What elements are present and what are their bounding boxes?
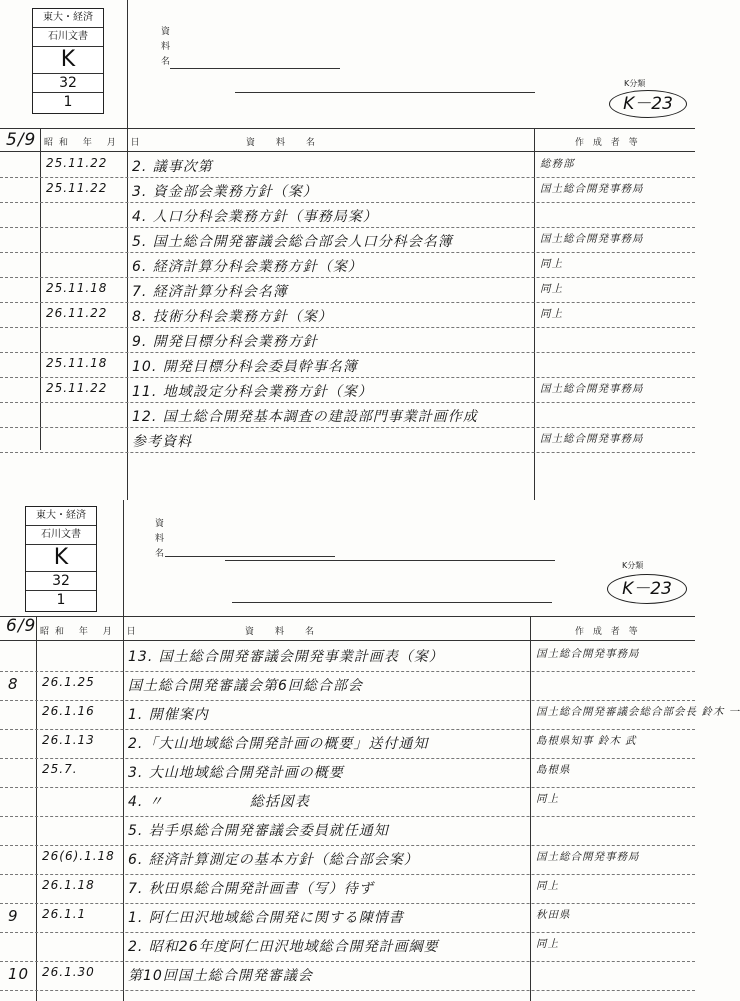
table-row	[0, 353, 695, 378]
table-row	[0, 962, 695, 991]
row-author: 国土総合開発事務局	[536, 648, 640, 660]
table-row	[0, 730, 695, 759]
row-date: 25.11.18	[46, 356, 108, 370]
row-author: 国土総合開発審議会総合部会長 鈴木 一	[536, 706, 740, 718]
column-author: 作 成 者 等	[575, 138, 641, 148]
row-item-title: 5. 岩手県総合開発審議会委員就任通知	[128, 823, 389, 839]
row-author: 同上	[536, 793, 559, 805]
stamp-collection: 石川文書	[33, 28, 103, 47]
row-date: 26.1.18	[42, 878, 95, 892]
row-author: 国土総合開発事務局	[536, 851, 640, 863]
stamp-box: 32	[33, 74, 103, 93]
row-item-title: 4. 〃 総括図表	[128, 794, 310, 810]
table-row	[0, 328, 695, 353]
table-row	[0, 378, 695, 403]
row-date: 26.1.13	[42, 733, 95, 747]
table-row	[0, 788, 695, 817]
table-row	[0, 904, 695, 933]
row-item-title: 13. 国土総合開発審議会開発事業計画表（案）	[128, 649, 444, 665]
stamp-series: K	[26, 545, 96, 572]
row-item-title: 3. 大山地域総合開発計画の概要	[128, 765, 344, 781]
table-row	[0, 203, 695, 228]
archive-stamp	[32, 8, 104, 114]
column-date: 昭和 年 月 日	[40, 627, 142, 637]
column-author: 作 成 者 等	[575, 627, 641, 637]
row-number: 8	[8, 675, 19, 693]
row-author: 同上	[540, 308, 563, 320]
row-item-title: 8. 技術分科会業務方針（案）	[132, 309, 333, 325]
table-row	[0, 846, 695, 875]
header-label: 資料名	[159, 26, 169, 71]
table-row	[0, 428, 695, 453]
row-item-title: 7. 秋田県総合開発計画書（写）待ず	[128, 881, 374, 897]
stamp-folder: 1	[63, 94, 73, 110]
row-number: 10	[8, 965, 30, 983]
row-item-title: 2.「大山地域総合開発計画の概要」送付通知	[128, 736, 429, 752]
table-row	[0, 759, 695, 788]
row-item-title: 10. 開発目標分科会委員幹事名簿	[132, 359, 358, 375]
row-date: 25.11.22	[46, 381, 108, 395]
row-item-title: 1. 阿仁田沢地域総合開発に関する陳情書	[128, 910, 404, 926]
row-date: 25.11.22	[46, 181, 108, 195]
stamp-folder: 1	[56, 592, 66, 608]
table-row	[0, 701, 740, 730]
table-row	[0, 817, 695, 846]
row-author: 国土総合開発事務局	[540, 233, 644, 245]
archive-stamp	[25, 506, 97, 612]
row-date: 25.11.18	[46, 281, 108, 295]
row-date: 26.1.1	[42, 907, 87, 921]
row-item-title: 7. 経済計算分科会名簿	[132, 284, 288, 300]
table-row	[0, 178, 695, 203]
page-number: 5/9	[6, 130, 37, 150]
row-item-title: 1. 開催案内	[128, 707, 209, 723]
class-label: K分類	[624, 79, 646, 88]
table-row	[0, 228, 695, 253]
row-item-title: 2. 議事次第	[132, 159, 213, 175]
row-item-title: 6. 経済計算分科会業務方針（案）	[132, 259, 363, 275]
column-title: 資 料 名	[246, 138, 322, 148]
row-author: 国土総合開発事務局	[540, 433, 644, 445]
column-date: 昭和 年 月 日	[44, 138, 146, 148]
table-row	[0, 403, 695, 428]
row-author: 同上	[536, 880, 559, 892]
row-author: 島根県	[536, 764, 571, 776]
stamp-collection: 石川文書	[26, 526, 96, 545]
row-item-title: 2. 昭和26年度阿仁田沢地域総合開発計画綱要	[128, 939, 439, 955]
row-author: 国土総合開発事務局	[540, 383, 644, 395]
card-bottom	[0, 500, 740, 1001]
row-number: 9	[8, 907, 19, 925]
row-author: 同上	[536, 938, 559, 950]
row-author: 国土総合開発事務局	[540, 183, 644, 195]
table-row	[0, 278, 695, 303]
row-item-title: 4. 人口分科会業務方針（事務局案）	[132, 209, 378, 225]
header-label: 資料名	[153, 518, 163, 563]
stamp-institution: 東大・経済	[33, 9, 103, 28]
page-number: 6/9	[6, 616, 37, 636]
row-author: 総務部	[540, 158, 575, 170]
column-title: 資 料 名	[245, 627, 321, 637]
row-date: 26.11.22	[46, 306, 108, 320]
row-item-title: 3. 資金部会業務方針（案）	[132, 184, 318, 200]
row-item-title: 12. 国土総合開発基本調査の建設部門事業計画作成	[132, 409, 478, 425]
row-author: 同上	[540, 258, 563, 270]
stamp-box: 32	[26, 572, 96, 591]
row-item-title: 6. 経済計算測定の基本方針（総合部会案）	[128, 852, 419, 868]
row-date: 25.11.22	[46, 156, 108, 170]
row-date: 26.1.30	[42, 965, 95, 979]
row-date: 26.1.25	[42, 675, 95, 689]
row-item-title: 参考資料	[132, 434, 192, 450]
stamp-institution: 東大・経済	[26, 507, 96, 526]
table-row	[0, 933, 695, 962]
table-row	[0, 153, 695, 178]
table-row	[0, 253, 695, 278]
row-item-title: 国土総合開発審議会第6回総合部会	[128, 678, 363, 694]
class-value: K－23	[607, 574, 687, 604]
card-top	[0, 0, 695, 500]
table-row	[0, 643, 695, 672]
row-author: 島根県知事 鈴木 武	[536, 735, 637, 747]
class-label: K分類	[622, 561, 644, 570]
table-row	[0, 303, 695, 328]
table-row	[0, 875, 695, 904]
table-row	[0, 672, 695, 701]
row-item-title: 5. 国土総合開発審議会総合部会人口分科会名簿	[132, 234, 453, 250]
row-item-title: 11. 地域設定分科会業務方針（案）	[132, 384, 373, 400]
row-author: 同上	[540, 283, 563, 295]
row-date: 25.7.	[42, 762, 78, 776]
row-author: 秋田県	[536, 909, 571, 921]
row-date: 26(6).1.18	[42, 849, 115, 863]
stamp-series: K	[33, 47, 103, 74]
class-value: K－23	[609, 90, 687, 118]
row-item-title: 9. 開発目標分科会業務方針	[132, 334, 318, 350]
row-date: 26.1.16	[42, 704, 95, 718]
row-item-title: 第10回国土総合開発審議会	[128, 968, 313, 984]
